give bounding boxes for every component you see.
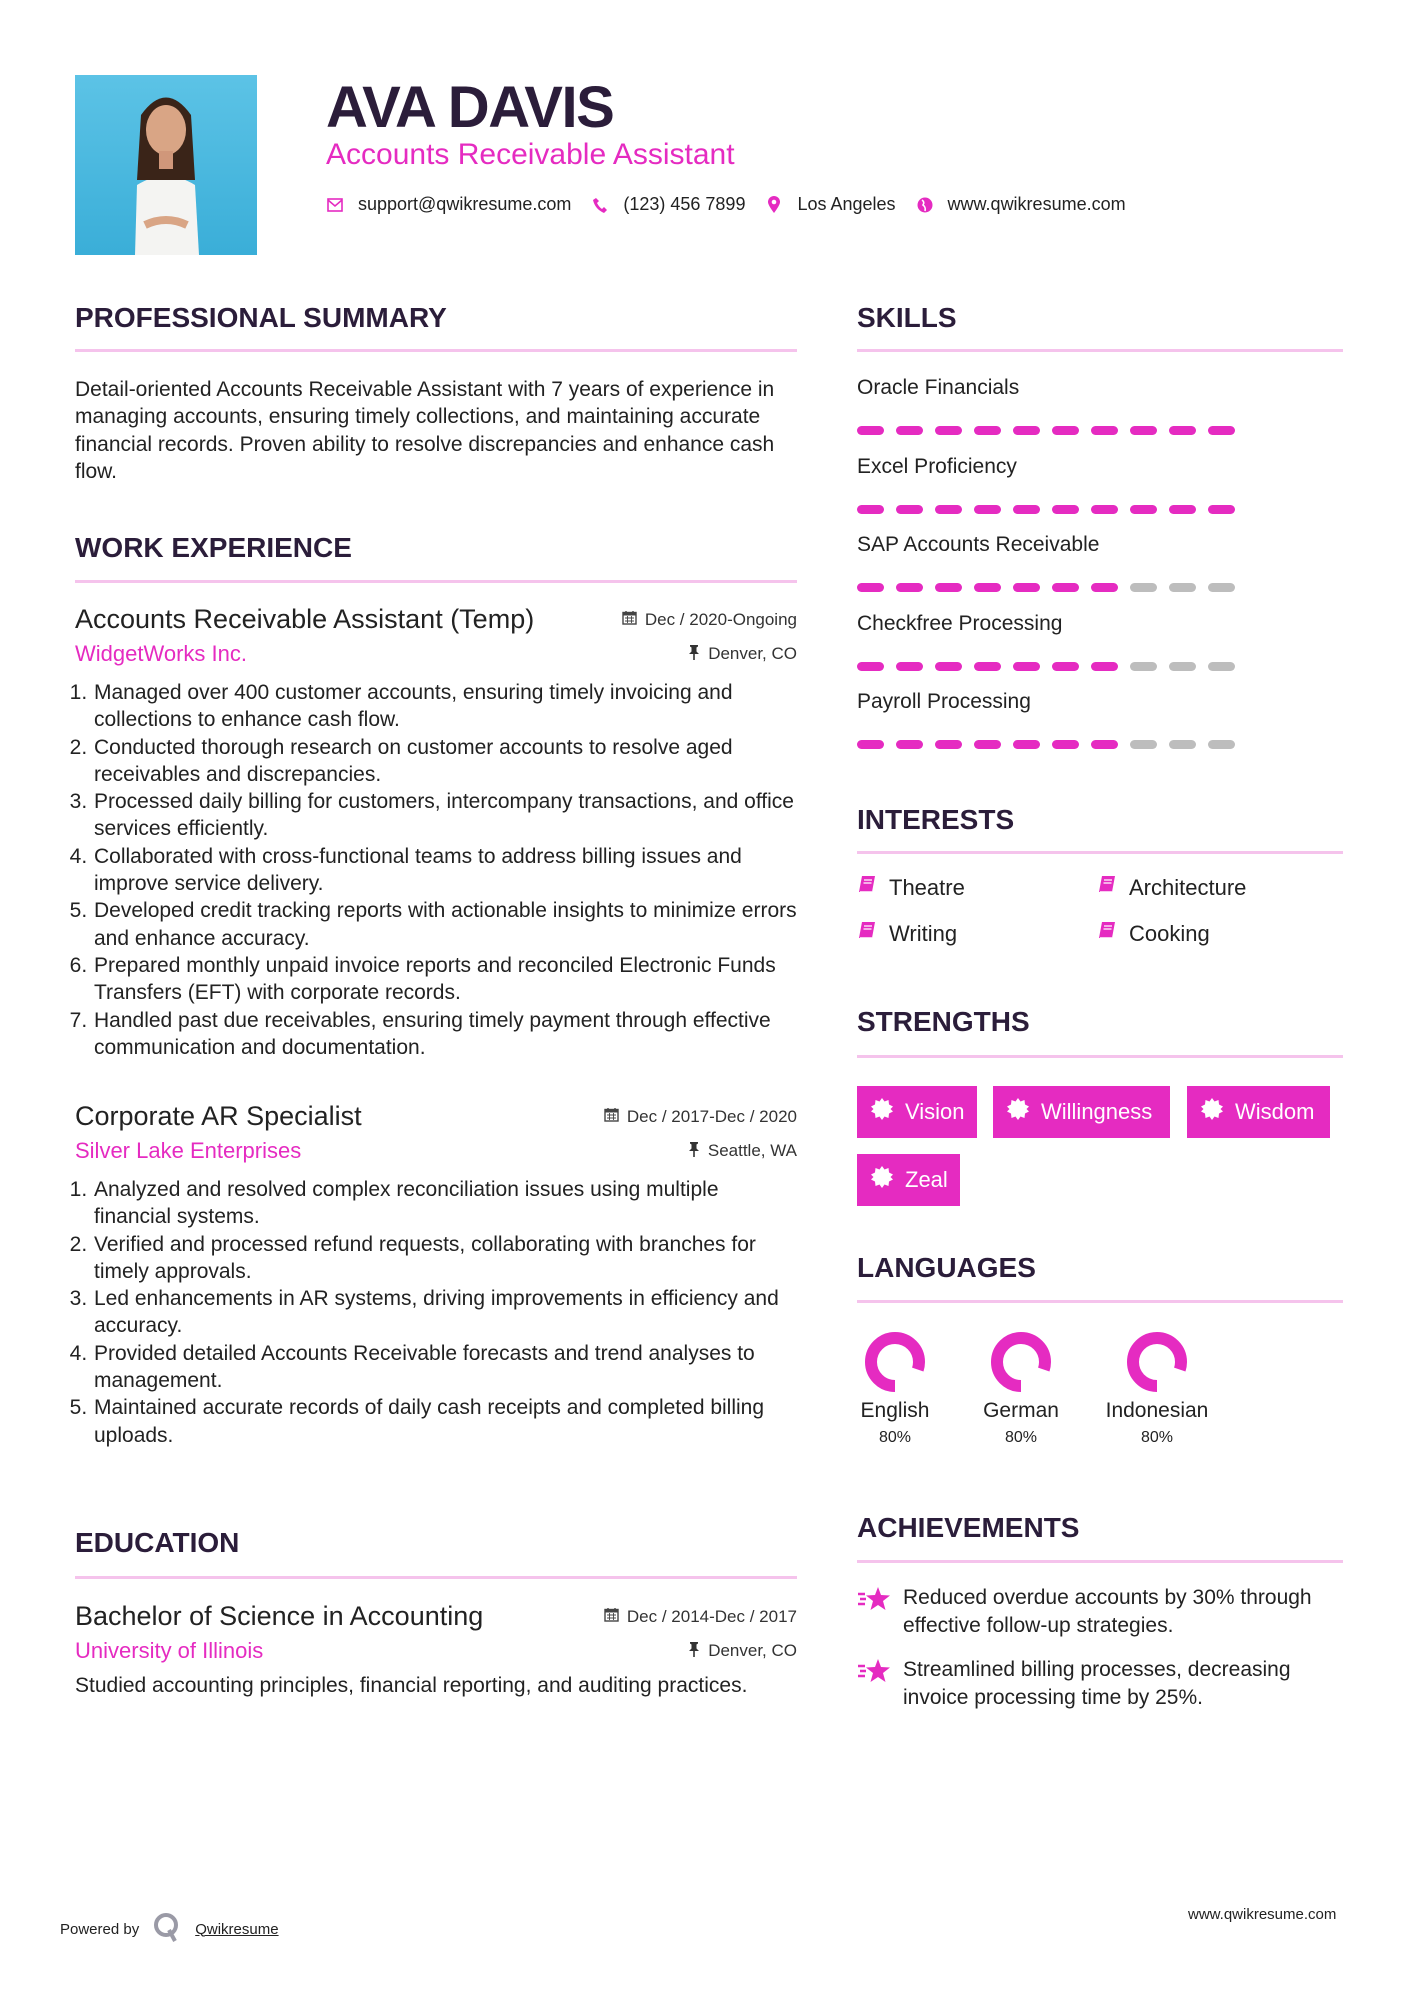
book-icon <box>1097 875 1117 901</box>
footer-website[interactable]: www.qwikresume.com <box>1188 1906 1337 1923</box>
skill-level-dash <box>1208 740 1235 749</box>
company-name: WidgetWorks Inc. <box>75 641 247 666</box>
section-divider <box>75 349 797 352</box>
book-icon <box>857 875 877 901</box>
calendar-icon <box>622 610 637 630</box>
skill-level-dash <box>1091 583 1118 592</box>
interest-label: Writing <box>889 921 958 946</box>
school-name: University of Illinois <box>75 1638 264 1663</box>
strength-chip <box>857 1154 960 1206</box>
skill-level-dash <box>857 740 884 749</box>
envelope-icon <box>326 198 344 212</box>
footer-branding <box>60 1912 279 1946</box>
section-divider <box>857 1300 1343 1303</box>
pushpin-icon <box>688 1641 700 1662</box>
section-divider <box>857 851 1343 854</box>
job-entry <box>75 604 797 1061</box>
interest-item <box>857 921 1097 947</box>
education-location: Denver, CO <box>708 1641 797 1660</box>
interest-item <box>1097 921 1337 947</box>
book-icon <box>857 921 877 947</box>
job-bullet: 3. Led enhancements in AR systems, driving improvements in efficiency and accuracy. <box>93 1285 797 1340</box>
skill-item <box>857 612 1343 691</box>
star-icon <box>857 1586 891 1640</box>
skill-label: Checkfree Processing <box>857 611 1063 635</box>
skill-level-dash <box>1013 426 1040 435</box>
phone-icon <box>591 197 609 213</box>
skill-level-dash <box>1208 426 1235 435</box>
job-bullet: 6. Prepared monthly unpaid invoice reports and reconciled Electronic Funds Transfers (EFT) with corporate records. <box>93 952 797 1007</box>
language-name: German <box>983 1399 1059 1422</box>
skill-level-dash <box>1208 505 1235 514</box>
section-heading-interests: INTERESTS <box>857 804 1015 835</box>
strength-label: Zeal <box>905 1167 948 1192</box>
skill-item <box>857 533 1343 612</box>
skill-label: Oracle Financials <box>857 376 1020 399</box>
skill-label: Excel Proficiency <box>857 454 1017 478</box>
language-name: English <box>860 1399 930 1422</box>
skill-level-dash <box>935 426 962 435</box>
section-divider <box>857 1560 1343 1563</box>
section-divider <box>75 1576 797 1579</box>
education-description: Studied accounting principles, financial reporting, and auditing practices. <box>75 1674 748 1697</box>
interests-list <box>857 875 1343 947</box>
achievement-item <box>857 1584 1343 1640</box>
skill-level-dash <box>896 583 923 592</box>
skill-level-dash <box>1013 740 1040 749</box>
skill-level-dash <box>1052 426 1079 435</box>
email-link[interactable]: support@qwikresume.com <box>358 194 572 214</box>
job-bullet: 4. Provided detailed Accounts Receivable forecasts and trend analyses to management. <box>93 1340 797 1395</box>
skill-level-dash <box>974 740 1001 749</box>
skill-level-dash <box>1052 662 1079 671</box>
strength-chip <box>993 1086 1170 1138</box>
skill-label: Payroll Processing <box>857 690 1031 713</box>
skill-level-dash <box>1208 583 1235 592</box>
skill-level-dash <box>1130 505 1157 514</box>
skill-label: SAP Accounts Receivable <box>857 533 1100 556</box>
skill-level-dash <box>1169 426 1196 435</box>
interest-label: Architecture <box>1129 875 1247 900</box>
candidate-title: Accounts Receivable Assistant <box>326 138 735 171</box>
skill-level-dash <box>857 426 884 435</box>
job-bullet: 5. Maintained accurate records of daily cash receipts and completed billing uploads. <box>93 1394 797 1449</box>
skill-level-dash <box>1013 505 1040 514</box>
summary-text: Detail-oriented Accounts Receivable Assistant with 7 years of experience in managing accounts, ensuring timely collections, and maintaining accurate financial records. Proven ability to resolve discrepancies and enhance cash flow. <box>75 378 775 483</box>
skill-item <box>857 376 1343 455</box>
job-bullet: 1. Managed over 400 customer accounts, ensuring timely invoicing and collections to enhance cash flow. <box>93 679 797 734</box>
skill-level-dash <box>1052 740 1079 749</box>
job-bullet: 2. Conducted thorough research on customer accounts to resolve aged receivables and discrepancies. <box>93 734 797 789</box>
skill-level-bar <box>857 662 1343 671</box>
job-title: Corporate AR Specialist <box>75 1101 362 1131</box>
achievement-text: Reduced overdue accounts by 30% through effective follow-up strategies. <box>903 1586 1312 1637</box>
achievement-item <box>857 1656 1343 1712</box>
skill-level-dash <box>1169 662 1196 671</box>
badge-icon <box>871 1166 893 1194</box>
calendar-icon <box>604 1607 619 1627</box>
map-pin-icon <box>765 196 783 213</box>
job-date: Dec / 2020-Ongoing <box>644 609 797 629</box>
skill-item <box>857 455 1343 534</box>
achievements-list <box>857 1584 1343 1712</box>
language-progress-ring <box>989 1330 1053 1394</box>
strength-label: Wisdom <box>1235 1099 1315 1124</box>
pushpin-icon <box>688 1141 700 1162</box>
skill-level-dash <box>857 505 884 514</box>
skill-level-dash <box>896 740 923 749</box>
language-progress-ring <box>863 1330 927 1394</box>
section-heading-achievements: ACHIEVEMENTS <box>857 1512 1080 1543</box>
qwikresume-logo-icon <box>153 1912 181 1946</box>
language-item <box>1092 1330 1222 1447</box>
strength-chip <box>857 1086 977 1138</box>
education-date: Dec / 2014-Dec / 2017 <box>626 1606 797 1626</box>
skill-level-bar <box>857 426 1343 435</box>
skill-level-dash <box>1208 662 1235 671</box>
job-location: Seattle, WA <box>707 1141 797 1160</box>
website-link[interactable]: www.qwikresume.com <box>947 194 1126 214</box>
section-heading-languages: LANGUAGES <box>857 1252 1036 1283</box>
skill-level-dash <box>974 426 1001 435</box>
job-bullet: 4. Collaborated with cross-functional teams to address billing issues and improve service delivery. <box>93 843 797 898</box>
section-heading-experience: WORK EXPERIENCE <box>75 532 352 563</box>
interest-label: Theatre <box>889 875 965 900</box>
job-bullets <box>75 1176 797 1449</box>
skill-level-dash <box>974 662 1001 671</box>
book-icon <box>1097 921 1117 947</box>
contact-info <box>326 194 1136 215</box>
skill-level-dash <box>1052 583 1079 592</box>
skill-level-dash <box>974 583 1001 592</box>
skill-level-bar <box>857 583 1343 592</box>
skill-level-dash <box>1130 426 1157 435</box>
skill-item <box>857 690 1343 769</box>
job-bullet: 5. Developed credit tracking reports with actionable insights to minimize errors and enhance accuracy. <box>93 897 797 952</box>
job-entry <box>75 1101 797 1449</box>
badge-icon <box>1201 1098 1223 1126</box>
language-item <box>830 1330 960 1447</box>
powered-by-label: Powered by <box>60 1920 140 1938</box>
company-name: Silver Lake Enterprises <box>75 1138 302 1163</box>
skill-level-dash <box>1169 505 1196 514</box>
skill-level-dash <box>935 740 962 749</box>
qwikresume-link[interactable]: Qwikresume <box>195 1920 279 1938</box>
skill-level-dash <box>1013 583 1040 592</box>
skill-level-dash <box>1013 662 1040 671</box>
skill-level-dash <box>935 505 962 514</box>
strength-label: Willingness <box>1041 1099 1153 1124</box>
skill-level-dash <box>1091 662 1118 671</box>
skill-level-dash <box>1130 583 1157 592</box>
strength-chip <box>1187 1086 1330 1138</box>
skill-level-bar <box>857 740 1343 749</box>
skill-level-dash <box>857 583 884 592</box>
job-date: Dec / 2017-Dec / 2020 <box>626 1106 797 1126</box>
section-heading-strengths: STRENGTHS <box>857 1006 1030 1037</box>
location-text: Los Angeles <box>797 194 896 214</box>
star-icon <box>857 1658 891 1712</box>
education-entry <box>75 1601 797 1699</box>
job-bullets <box>75 679 797 1061</box>
language-percent: 80% <box>1140 1429 1174 1446</box>
job-bullet: 3. Processed daily billing for customers, intercompany transactions, and office services efficiently. <box>93 788 797 843</box>
interest-item <box>857 875 1097 901</box>
job-bullet: 1. Analyzed and resolved complex reconciliation issues using multiple financial systems. <box>93 1176 797 1231</box>
calendar-icon <box>604 1107 619 1127</box>
skill-level-dash <box>974 505 1001 514</box>
interest-label: Cooking <box>1129 921 1210 946</box>
strength-label: Vision <box>905 1099 965 1124</box>
globe-icon <box>916 197 934 213</box>
section-divider <box>75 580 797 583</box>
skill-level-dash <box>1169 583 1196 592</box>
pushpin-icon <box>688 644 700 665</box>
achievement-text: Streamlined billing processes, decreasing invoice processing time by 25%. <box>903 1658 1291 1709</box>
job-location: Denver, CO <box>708 644 797 663</box>
interest-item <box>1097 875 1337 901</box>
language-percent: 80% <box>878 1429 912 1446</box>
candidate-name: AVA DAVIS <box>326 75 614 140</box>
skill-level-dash <box>935 583 962 592</box>
skills-list <box>857 376 1343 769</box>
language-progress-ring <box>1125 1330 1189 1394</box>
skill-level-dash <box>1091 505 1118 514</box>
job-bullet: 7. Handled past due receivables, ensuring timely payment through effective communication and documentation. <box>93 1007 797 1062</box>
section-heading-skills: SKILLS <box>857 302 957 333</box>
skill-level-bar <box>857 505 1343 514</box>
section-heading-education: EDUCATION <box>75 1527 240 1558</box>
skill-level-dash <box>1091 426 1118 435</box>
section-heading-summary: PROFESSIONAL SUMMARY <box>75 302 447 333</box>
skill-level-dash <box>1130 662 1157 671</box>
phone-number: (123) 456 7899 <box>623 194 746 214</box>
badge-icon <box>1007 1098 1029 1126</box>
skill-level-dash <box>896 426 923 435</box>
profile-photo <box>75 75 257 255</box>
language-percent: 80% <box>1004 1429 1038 1446</box>
section-divider <box>857 349 1343 352</box>
skill-level-dash <box>1130 740 1157 749</box>
language-item <box>956 1330 1086 1447</box>
skill-level-dash <box>896 662 923 671</box>
job-bullet: 2. Verified and processed refund requests, collaborating with branches for timely approvals. <box>93 1231 797 1286</box>
section-divider <box>857 1055 1343 1058</box>
skill-level-dash <box>1052 505 1079 514</box>
skill-level-dash <box>896 505 923 514</box>
badge-icon <box>871 1098 893 1126</box>
degree-title: Bachelor of Science in Accounting <box>75 1601 484 1631</box>
job-title: Accounts Receivable Assistant (Temp) <box>75 604 535 634</box>
language-name: Indonesian <box>1105 1399 1209 1422</box>
skill-level-dash <box>1169 740 1196 749</box>
skill-level-dash <box>857 662 884 671</box>
skill-level-dash <box>1091 740 1118 749</box>
skill-level-dash <box>935 662 962 671</box>
